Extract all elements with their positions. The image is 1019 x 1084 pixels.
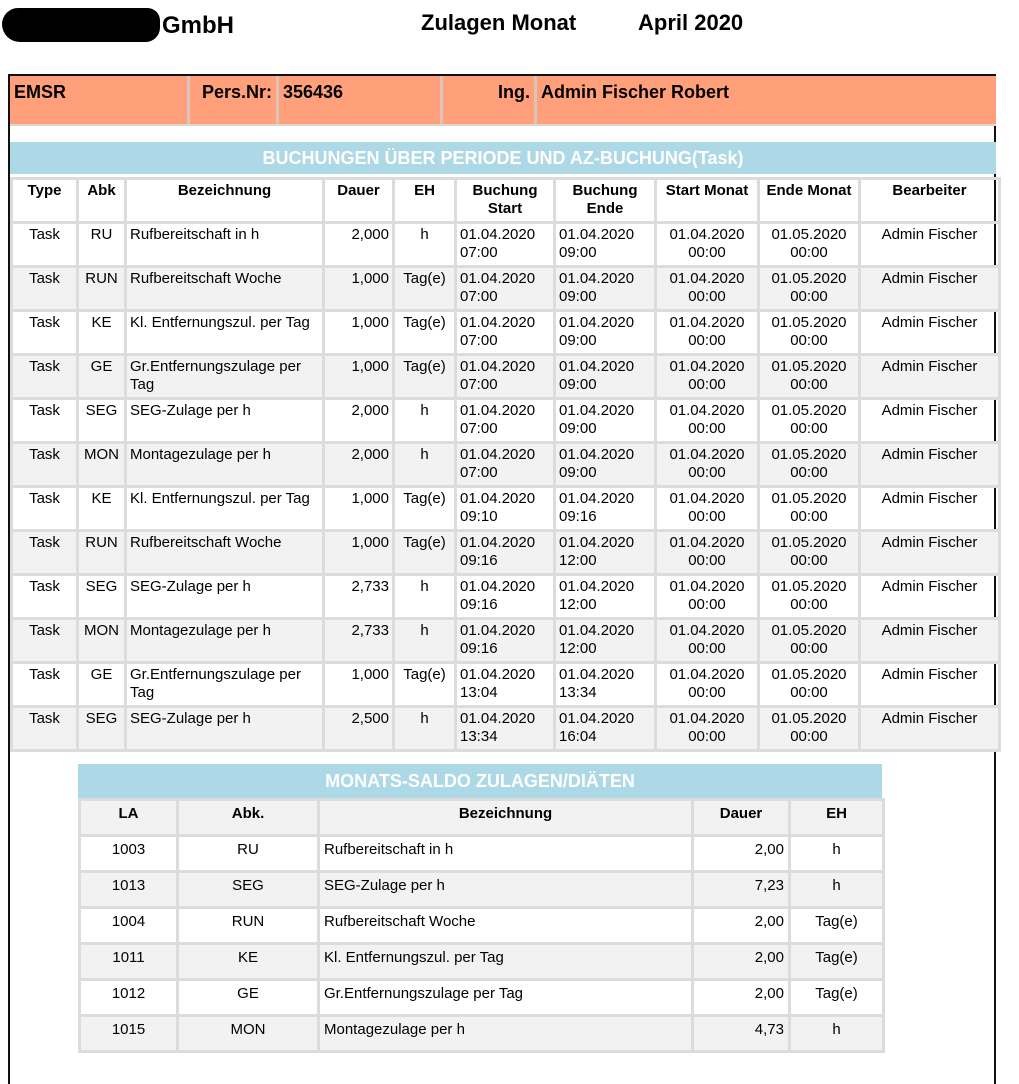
cell-dauer: 1,000 (324, 355, 394, 399)
cell-type: Task (12, 707, 78, 751)
time: 09:10 (460, 508, 498, 525)
cell-abk: MON (178, 1016, 319, 1052)
cell-bearbeiter: Admin Fischer (860, 311, 1000, 355)
time: 12:00 (559, 640, 597, 657)
date: 01.04.2020 (559, 270, 635, 287)
document-header (0, 0, 1019, 60)
booking-row (12, 707, 1000, 751)
date: 01.05.2020 (771, 578, 847, 595)
date: 01.04.2020 (669, 270, 745, 287)
date: 01.04.2020 (559, 666, 635, 683)
cell-bezeichnung: Rufbereitschaft Woche (126, 531, 324, 575)
cell-buchung-ende (555, 311, 656, 355)
time: 00:00 (688, 332, 726, 349)
time: 13:04 (460, 684, 498, 701)
date: 01.04.2020 (559, 710, 635, 727)
date: 01.05.2020 (771, 314, 847, 331)
date: 01.04.2020 (460, 534, 536, 551)
time: 13:34 (559, 684, 597, 701)
column-header: Abk (78, 179, 126, 223)
date: 01.04.2020 (460, 446, 536, 463)
cell-start-monat (656, 311, 759, 355)
cell-buchung-ende (555, 355, 656, 399)
date: 01.04.2020 (460, 402, 536, 419)
date: 01.05.2020 (771, 622, 847, 639)
time: 09:16 (460, 596, 498, 613)
cell-bezeichnung: SEG-Zulage per h (126, 399, 324, 443)
column-header: Ende Monat (759, 179, 860, 223)
date: 01.04.2020 (669, 358, 745, 375)
cell-eh: h (394, 619, 456, 663)
cell-eh: h (790, 836, 884, 872)
cell-buchung-ende (555, 531, 656, 575)
cell-bezeichnung: Gr.Entfernungszulage per Tag (126, 663, 324, 707)
booking-row (12, 223, 1000, 267)
report-period: April 2020 (638, 10, 744, 35)
time: 07:00 (460, 464, 498, 481)
booking-row (12, 267, 1000, 311)
cell-ende-monat (759, 267, 860, 311)
cell-ende-monat (759, 487, 860, 531)
booking-row (12, 443, 1000, 487)
cell-eh: h (394, 707, 456, 751)
cell-eh: h (394, 575, 456, 619)
cell-bezeichnung: Kl. Entfernungszul. per Tag (319, 944, 693, 980)
time: 09:00 (559, 332, 597, 349)
cell-buchung-start (456, 487, 555, 531)
bookings-table (10, 177, 1001, 752)
date: 01.05.2020 (771, 226, 847, 243)
cell-bearbeiter: Admin Fischer (860, 487, 1000, 531)
cell-ende-monat (759, 355, 860, 399)
cell-bearbeiter: Admin Fischer (860, 355, 1000, 399)
time: 07:00 (460, 376, 498, 393)
cell-abk: RUN (78, 531, 126, 575)
time: 00:00 (790, 464, 828, 481)
cell-start-monat (656, 399, 759, 443)
cell-dauer: 1,000 (324, 663, 394, 707)
redacted-company-name (2, 8, 160, 42)
column-header: EH (394, 179, 456, 223)
cell-start-monat (656, 355, 759, 399)
cell-la: 1011 (80, 944, 178, 980)
cell-dauer: 7,23 (693, 872, 790, 908)
cell-dauer: 2,000 (324, 223, 394, 267)
cell-buchung-start (456, 531, 555, 575)
time: 00:00 (688, 376, 726, 393)
date: 01.04.2020 (559, 446, 635, 463)
cell-buchung-ende (555, 399, 656, 443)
cell-dauer: 2,733 (324, 619, 394, 663)
cell-buchung-start (456, 223, 555, 267)
cell-ende-monat (759, 575, 860, 619)
cell-la: 1003 (80, 836, 178, 872)
time: 00:00 (688, 684, 726, 701)
date: 01.04.2020 (669, 710, 745, 727)
date: 01.04.2020 (669, 578, 745, 595)
date: 01.04.2020 (460, 622, 536, 639)
date: 01.04.2020 (669, 314, 745, 331)
time: 00:00 (790, 376, 828, 393)
cell-buchung-ende (555, 443, 656, 487)
cell-ende-monat (759, 311, 860, 355)
date: 01.05.2020 (771, 666, 847, 683)
employee-title: Ing. (443, 76, 537, 124)
date: 01.04.2020 (460, 490, 536, 507)
booking-row (12, 311, 1000, 355)
time: 00:00 (688, 464, 726, 481)
column-header: Type (12, 179, 78, 223)
time: 00:00 (790, 728, 828, 745)
cell-abk: GE (78, 663, 126, 707)
cell-type: Task (12, 355, 78, 399)
cell-start-monat (656, 443, 759, 487)
date: 01.05.2020 (771, 270, 847, 287)
date: 01.04.2020 (669, 446, 745, 463)
cell-bezeichnung: Rufbereitschaft Woche (126, 267, 324, 311)
summary-row (80, 980, 884, 1016)
time: 09:00 (559, 244, 597, 261)
cell-start-monat (656, 707, 759, 751)
date: 01.04.2020 (669, 622, 745, 639)
date: 01.05.2020 (771, 710, 847, 727)
employee-name: Admin Fischer Robert (541, 82, 730, 102)
cell-eh: Tag(e) (394, 663, 456, 707)
column-header: Bearbeiter (860, 179, 1000, 223)
cell-start-monat (656, 619, 759, 663)
cell-type: Task (12, 311, 78, 355)
cell-abk: MON (78, 443, 126, 487)
employee-info-bar (10, 76, 996, 126)
cell-start-monat (656, 663, 759, 707)
booking-row (12, 663, 1000, 707)
time: 09:00 (559, 288, 597, 305)
cell-eh: h (394, 443, 456, 487)
booking-row (12, 399, 1000, 443)
cell-abk: RU (178, 836, 319, 872)
time: 00:00 (688, 420, 726, 437)
time: 07:00 (460, 332, 498, 349)
date: 01.04.2020 (559, 226, 635, 243)
cell-dauer: 2,733 (324, 575, 394, 619)
column-header: Dauer (693, 800, 790, 836)
column-header: Dauer (324, 179, 394, 223)
time: 00:00 (688, 288, 726, 305)
cell-bearbeiter: Admin Fischer (860, 575, 1000, 619)
summary-row (80, 944, 884, 980)
cell-bearbeiter: Admin Fischer (860, 399, 1000, 443)
summary-row (80, 872, 884, 908)
cell-buchung-ende (555, 267, 656, 311)
cell-bezeichnung: Montagezulage per h (319, 1016, 693, 1052)
date: 01.04.2020 (559, 578, 635, 595)
cell-abk: KE (78, 487, 126, 531)
cell-la: 1013 (80, 872, 178, 908)
time: 16:04 (559, 728, 597, 745)
cell-bezeichnung: Rufbereitschaft in h (319, 836, 693, 872)
time: 00:00 (688, 244, 726, 261)
cell-bezeichnung: SEG-Zulage per h (126, 707, 324, 751)
date: 01.04.2020 (559, 314, 635, 331)
cell-buchung-ende (555, 707, 656, 751)
cell-eh: Tag(e) (394, 487, 456, 531)
time: 12:00 (559, 552, 597, 569)
cell-abk: SEG (78, 707, 126, 751)
pers-nr-label: Pers.Nr: (190, 76, 279, 124)
cell-bezeichnung: Gr.Entfernungszulage per Tag (319, 980, 693, 1016)
cell-ende-monat (759, 399, 860, 443)
cell-eh: Tag(e) (394, 267, 456, 311)
date: 01.05.2020 (771, 358, 847, 375)
time: 09:00 (559, 376, 597, 393)
cell-eh: h (790, 872, 884, 908)
cell-start-monat (656, 531, 759, 575)
time: 00:00 (790, 244, 828, 261)
cell-type: Task (12, 487, 78, 531)
date: 01.04.2020 (460, 226, 536, 243)
cell-type: Task (12, 531, 78, 575)
cell-dauer: 1,000 (324, 487, 394, 531)
column-header: Abk. (178, 800, 319, 836)
cell-buchung-start (456, 707, 555, 751)
time: 00:00 (790, 640, 828, 657)
summary-table (78, 798, 885, 1053)
bookings-header-row (12, 179, 1000, 223)
cell-dauer: 2,00 (693, 980, 790, 1016)
report-frame (8, 74, 996, 1084)
cell-bezeichnung: Kl. Entfernungszul. per Tag (126, 487, 324, 531)
cell-bezeichnung: SEG-Zulage per h (126, 575, 324, 619)
cell-bezeichnung: Gr.Entfernungszulage per Tag (126, 355, 324, 399)
cell-bearbeiter: Admin Fischer (860, 531, 1000, 575)
cell-bearbeiter: Admin Fischer (860, 223, 1000, 267)
time: 09:00 (559, 420, 597, 437)
booking-row (12, 619, 1000, 663)
cell-abk: SEG (78, 575, 126, 619)
cell-type: Task (12, 619, 78, 663)
time: 09:16 (559, 508, 597, 525)
cell-eh: Tag(e) (394, 311, 456, 355)
time: 00:00 (790, 420, 828, 437)
cell-buchung-start (456, 443, 555, 487)
date: 01.04.2020 (669, 226, 745, 243)
date: 01.04.2020 (559, 402, 635, 419)
cell-buchung-start (456, 355, 555, 399)
cell-type: Task (12, 267, 78, 311)
time: 07:00 (460, 244, 498, 261)
cell-dauer: 1,000 (324, 267, 394, 311)
cell-la: 1004 (80, 908, 178, 944)
company-name: GmbH (162, 12, 234, 39)
date: 01.05.2020 (771, 402, 847, 419)
date: 01.04.2020 (669, 490, 745, 507)
column-header: Start Monat (656, 179, 759, 223)
cell-dauer: 2,00 (693, 836, 790, 872)
time: 00:00 (790, 332, 828, 349)
cell-type: Task (12, 443, 78, 487)
column-header: Buchung Ende (555, 179, 656, 223)
cell-type: Task (12, 663, 78, 707)
date: 01.04.2020 (559, 358, 635, 375)
cell-dauer: 2,000 (324, 443, 394, 487)
cell-buchung-ende (555, 619, 656, 663)
cell-start-monat (656, 575, 759, 619)
booking-row (12, 355, 1000, 399)
time: 00:00 (688, 596, 726, 613)
date: 01.04.2020 (669, 666, 745, 683)
booking-row (12, 487, 1000, 531)
time: 00:00 (688, 508, 726, 525)
cell-abk: GE (78, 355, 126, 399)
cell-eh: h (394, 399, 456, 443)
cell-buchung-start (456, 311, 555, 355)
cell-buchung-start (456, 399, 555, 443)
booking-row (12, 531, 1000, 575)
cell-abk: MON (78, 619, 126, 663)
cell-bearbeiter: Admin Fischer (860, 663, 1000, 707)
summary-header-row (80, 800, 884, 836)
cell-abk: SEG (178, 872, 319, 908)
summary-row (80, 1016, 884, 1052)
cell-abk: RUN (78, 267, 126, 311)
cell-eh: Tag(e) (394, 355, 456, 399)
bookings-section-title: BUCHUNGEN ÜBER PERIODE UND AZ-BUCHUNG(Task) (10, 142, 996, 174)
cell-type: Task (12, 399, 78, 443)
cell-ende-monat (759, 663, 860, 707)
cell-bearbeiter: Admin Fischer (860, 267, 1000, 311)
cell-bezeichnung: Rufbereitschaft in h (126, 223, 324, 267)
cell-bearbeiter: Admin Fischer (860, 619, 1000, 663)
cell-eh: h (394, 223, 456, 267)
cell-buchung-start (456, 575, 555, 619)
date: 01.04.2020 (460, 710, 536, 727)
time: 00:00 (790, 552, 828, 569)
cell-bezeichnung: Montagezulage per h (126, 443, 324, 487)
cell-bearbeiter: Admin Fischer (860, 707, 1000, 751)
date: 01.04.2020 (460, 666, 536, 683)
cell-la: 1012 (80, 980, 178, 1016)
cell-ende-monat (759, 619, 860, 663)
time: 00:00 (688, 728, 726, 745)
date: 01.04.2020 (669, 402, 745, 419)
cell-bezeichnung: SEG-Zulage per h (319, 872, 693, 908)
time: 00:00 (790, 596, 828, 613)
cell-ende-monat (759, 707, 860, 751)
cell-buchung-start (456, 267, 555, 311)
cell-bezeichnung: Kl. Entfernungszul. per Tag (126, 311, 324, 355)
cell-type: Task (12, 223, 78, 267)
cell-dauer: 2,000 (324, 399, 394, 443)
cell-abk: RU (78, 223, 126, 267)
cell-start-monat (656, 487, 759, 531)
column-header: EH (790, 800, 884, 836)
column-header: Buchung Start (456, 179, 555, 223)
date: 01.04.2020 (460, 314, 536, 331)
time: 00:00 (790, 288, 828, 305)
cell-start-monat (656, 267, 759, 311)
cell-ende-monat (759, 443, 860, 487)
date: 01.04.2020 (559, 534, 635, 551)
cell-eh: Tag(e) (394, 531, 456, 575)
cell-buchung-start (456, 619, 555, 663)
cell-eh: h (790, 1016, 884, 1052)
cell-abk: KE (78, 311, 126, 355)
date: 01.05.2020 (771, 490, 847, 507)
cell-abk: RUN (178, 908, 319, 944)
time: 09:00 (559, 464, 597, 481)
cell-abk: SEG (78, 399, 126, 443)
cell-bezeichnung: Rufbereitschaft Woche (319, 908, 693, 944)
time: 12:00 (559, 596, 597, 613)
column-header: Bezeichnung (126, 179, 324, 223)
time: 07:00 (460, 420, 498, 437)
cell-buchung-ende (555, 487, 656, 531)
cell-buchung-ende (555, 223, 656, 267)
report-title: Zulagen Monat (421, 10, 577, 35)
time: 09:16 (460, 552, 498, 569)
cell-type: Task (12, 575, 78, 619)
cell-dauer: 2,00 (693, 944, 790, 980)
time: 07:00 (460, 288, 498, 305)
cell-eh: Tag(e) (790, 908, 884, 944)
time: 00:00 (790, 508, 828, 525)
department: EMSR (10, 76, 190, 124)
summary-section-title: MONATS-SALDO ZULAGEN/DIÄTEN (78, 764, 882, 798)
time: 00:00 (790, 684, 828, 701)
date: 01.04.2020 (460, 358, 536, 375)
booking-row (12, 575, 1000, 619)
pers-nr-value: 356436 (279, 76, 443, 124)
time: 00:00 (688, 552, 726, 569)
cell-buchung-ende (555, 663, 656, 707)
date: 01.04.2020 (460, 578, 536, 595)
cell-abk: KE (178, 944, 319, 980)
cell-bearbeiter: Admin Fischer (860, 443, 1000, 487)
time: 09:16 (460, 640, 498, 657)
cell-dauer: 1,000 (324, 311, 394, 355)
cell-la: 1015 (80, 1016, 178, 1052)
cell-eh: Tag(e) (790, 980, 884, 1016)
cell-ende-monat (759, 531, 860, 575)
date: 01.05.2020 (771, 446, 847, 463)
date: 01.04.2020 (559, 490, 635, 507)
column-header: Bezeichnung (319, 800, 693, 836)
date: 01.04.2020 (559, 622, 635, 639)
cell-dauer: 2,500 (324, 707, 394, 751)
cell-dauer: 2,00 (693, 908, 790, 944)
column-header: LA (80, 800, 178, 836)
date: 01.04.2020 (669, 534, 745, 551)
cell-buchung-start (456, 663, 555, 707)
cell-dauer: 1,000 (324, 531, 394, 575)
cell-dauer: 4,73 (693, 1016, 790, 1052)
date: 01.05.2020 (771, 534, 847, 551)
cell-ende-monat (759, 223, 860, 267)
cell-buchung-ende (555, 575, 656, 619)
cell-start-monat (656, 223, 759, 267)
summary-row (80, 908, 884, 944)
time: 00:00 (688, 640, 726, 657)
cell-bezeichnung: Montagezulage per h (126, 619, 324, 663)
summary-row (80, 836, 884, 872)
cell-eh: Tag(e) (790, 944, 884, 980)
cell-abk: GE (178, 980, 319, 1016)
time: 13:34 (460, 728, 498, 745)
date: 01.04.2020 (460, 270, 536, 287)
